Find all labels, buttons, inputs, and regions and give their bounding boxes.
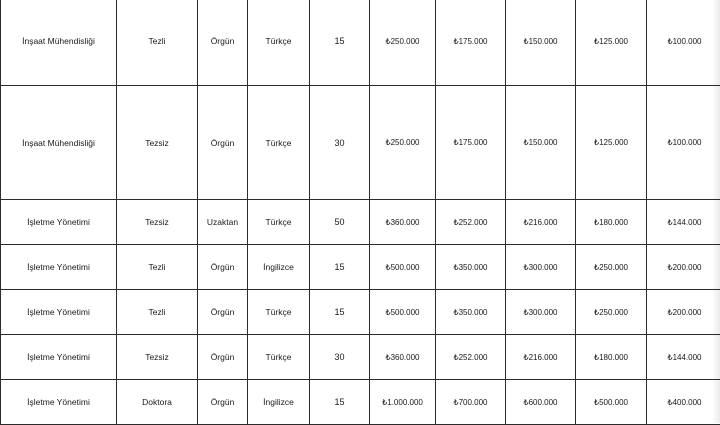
fee-cell: ₺252.000	[436, 335, 506, 380]
fee-cell: ₺125.000	[576, 0, 647, 86]
fee-cell: ₺150.000	[506, 86, 576, 200]
education-mode-cell: Uzaktan	[198, 200, 248, 245]
fee-cell: ₺200.000	[647, 290, 720, 335]
education-mode-cell: Örgün	[198, 290, 248, 335]
table-row	[1, 380, 720, 425]
fee-cell: ₺500.000	[576, 380, 647, 425]
fee-cell: ₺100.000	[647, 86, 720, 200]
fee-cell: ₺144.000	[647, 335, 720, 380]
education-mode-cell: Örgün	[198, 335, 248, 380]
thesis-type-cell: Tezli	[117, 245, 198, 290]
language-cell: Türkçe	[248, 200, 310, 245]
program-cell: İnşaat Mühendisliği	[1, 86, 117, 200]
thesis-type-cell: Tezsiz	[117, 335, 198, 380]
thesis-type-cell: Tezli	[117, 290, 198, 335]
fee-cell: ₺360.000	[370, 335, 436, 380]
thesis-type-cell: Doktora	[117, 380, 198, 425]
thesis-type-cell: Tezli	[117, 0, 198, 86]
language-cell: Türkçe	[248, 0, 310, 86]
fee-cell: ₺250.000	[576, 245, 647, 290]
fee-cell: ₺200.000	[647, 245, 720, 290]
quota-cell: 15	[310, 290, 370, 335]
fee-cell: ₺500.000	[370, 290, 436, 335]
program-cell: İşletme Yönetimi	[1, 200, 117, 245]
fee-cell: ₺1.000.000	[370, 380, 436, 425]
table-row	[1, 335, 720, 380]
quota-cell: 15	[310, 380, 370, 425]
table-row	[1, 200, 720, 245]
program-cell: İşletme Yönetimi	[1, 380, 117, 425]
fee-cell: ₺300.000	[506, 290, 576, 335]
fee-cell: ₺400.000	[647, 380, 720, 425]
language-cell: İngilizce	[248, 245, 310, 290]
fee-cell: ₺252.000	[436, 200, 506, 245]
quota-cell: 50	[310, 200, 370, 245]
program-cell: İşletme Yönetimi	[1, 245, 117, 290]
education-mode-cell: Örgün	[198, 380, 248, 425]
language-cell: Türkçe	[248, 290, 310, 335]
language-cell: Türkçe	[248, 86, 310, 200]
fee-cell: ₺250.000	[370, 86, 436, 200]
fee-cell: ₺216.000	[506, 200, 576, 245]
fee-cell: ₺360.000	[370, 200, 436, 245]
fee-cell: ₺250.000	[370, 0, 436, 86]
fee-cell: ₺144.000	[647, 200, 720, 245]
fee-cell: ₺100.000	[647, 0, 720, 86]
fee-cell: ₺180.000	[576, 335, 647, 380]
education-mode-cell: Örgün	[198, 86, 248, 200]
table-row	[1, 245, 720, 290]
fee-cell: ₺350.000	[436, 245, 506, 290]
thesis-type-cell: Tezsiz	[117, 86, 198, 200]
language-cell: İngilizce	[248, 380, 310, 425]
thesis-type-cell: Tezsiz	[117, 200, 198, 245]
table-row	[1, 86, 720, 200]
fee-cell: ₺175.000	[436, 0, 506, 86]
program-cell: İşletme Yönetimi	[1, 290, 117, 335]
education-mode-cell: Örgün	[198, 245, 248, 290]
quota-cell: 15	[310, 245, 370, 290]
fee-cell: ₺125.000	[576, 86, 647, 200]
fee-cell: ₺600.000	[506, 380, 576, 425]
table-row	[1, 0, 720, 86]
fee-cell: ₺150.000	[506, 0, 576, 86]
language-cell: Türkçe	[248, 335, 310, 380]
program-cell: İşletme Yönetimi	[1, 335, 117, 380]
program-cell: İnşaat Mühendisliği	[1, 0, 117, 86]
fee-cell: ₺216.000	[506, 335, 576, 380]
table-row	[1, 290, 720, 335]
fee-cell: ₺500.000	[370, 245, 436, 290]
fee-cell: ₺300.000	[506, 245, 576, 290]
fee-cell: ₺180.000	[576, 200, 647, 245]
education-mode-cell: Örgün	[198, 0, 248, 86]
fee-cell: ₺250.000	[576, 290, 647, 335]
fee-cell: ₺700.000	[436, 380, 506, 425]
quota-cell: 30	[310, 335, 370, 380]
fee-cell: ₺350.000	[436, 290, 506, 335]
fee-cell: ₺175.000	[436, 86, 506, 200]
quota-cell: 30	[310, 86, 370, 200]
quota-cell: 15	[310, 0, 370, 86]
